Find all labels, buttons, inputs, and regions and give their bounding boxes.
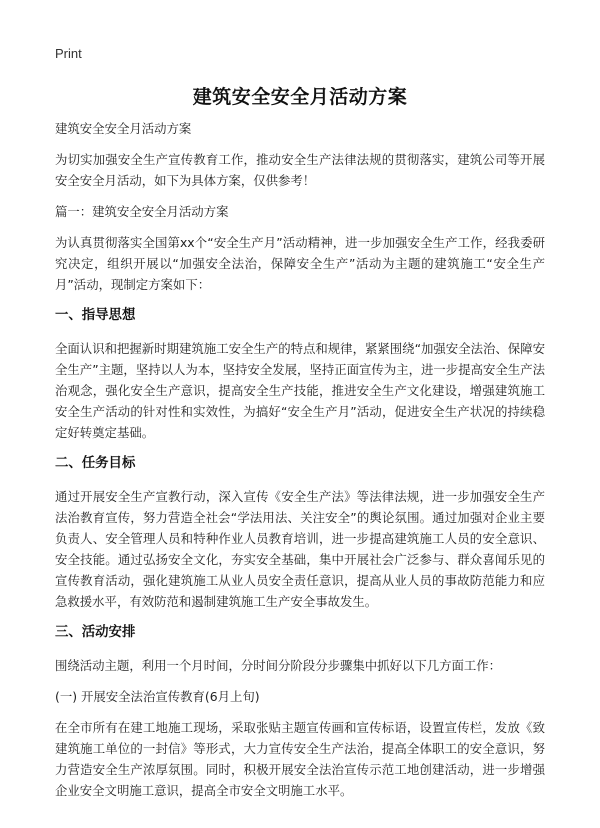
section-heading-goals: 二、任务目标 — [55, 456, 136, 471]
sub-item-heading: (一) 开展安全法治宣传教育(6月上旬) — [55, 689, 260, 704]
part-title: 篇一：建筑安全安全月活动方案 — [55, 204, 229, 219]
doc-subtitle: 建筑安全安全月活动方案 — [55, 121, 192, 136]
section-paragraph-goals: 通过开展安全生产宣教行动，深入宣传《安全生产法》等法律法规，进一步加强安全生产法治教育宣传，努力营造全社会“学法用法、关注安全”的舆论氛围。通过加强对企业主要负责人、安全管理人员和特种作业人员教育培训，进一步提高建筑施工人员的安全意识、安全技能。通过弘扬安全文化，夯实安全基础，集中开展社会广泛参与、群众喜闻乐见的宣传教育活动，强化建筑施工从业人员安全责任意识，提高从业人员的事故防范能力和应急救援水平，有效防范和遏制建筑施工生产安全事故发生。 — [55, 489, 545, 609]
print-link[interactable]: Print — [55, 46, 82, 61]
sub-item-paragraph: 在全市所有在建工地施工现场，采取张贴主题宣传画和宣传标语，设置宣传栏，发放《致建筑施工单位的一封信》等形式，大力宣传安全生产法治，提高全体职工的安全意识，努力营造安全生产浓厚氛围。同时，积极开展安全法治宣传示范工地创建活动，进一步增强企业安全文明施工意识，提高全市安全文明施工水平。 — [55, 720, 545, 798]
intro-paragraph: 为切实加强安全生产宣传教育工作，推动安全生产法律法规的贯彻落实，建筑公司等开展安全安全月活动，如下为具体方案，仅供参考！ — [55, 152, 545, 188]
part-paragraph: 为认真贯彻落实全国第xx个“安全生产月”活动精神，进一步加强安全生产工作，经我委研究决定，组织开展以“加强安全法治，保障安全生产”活动为主题的建筑施工“安全生产月”活动，现制定方案如下： — [55, 235, 545, 292]
page-title: 建筑安全安全月活动方案 — [192, 86, 408, 108]
section-heading-arrangement: 三、活动安排 — [55, 625, 136, 640]
document-body — [55, 118, 545, 811]
section-heading-guiding: 一、指导思想 — [55, 308, 136, 323]
section-paragraph-arrangement: 围绕活动主题，利用一个月时间，分时间分阶段分步骤集中抓好以下几方面工作： — [55, 658, 502, 673]
section-paragraph-guiding: 全面认识和把握新时期建筑施工安全生产的特点和规律，紧紧围绕“加强安全法治、保障安全生产”主题，坚持以人为本，坚持安全发展，坚持正面宣传为主，进一步提高安全生产法治观念，强化安全生产意识，提高安全生产技能，推进安全生产文化建设，增强建筑施工安全生产活动的针对性和实效性，为搞好“安全生产月”活动，促进安全生产状况的持续稳定好转奠定基础。 — [55, 341, 545, 440]
